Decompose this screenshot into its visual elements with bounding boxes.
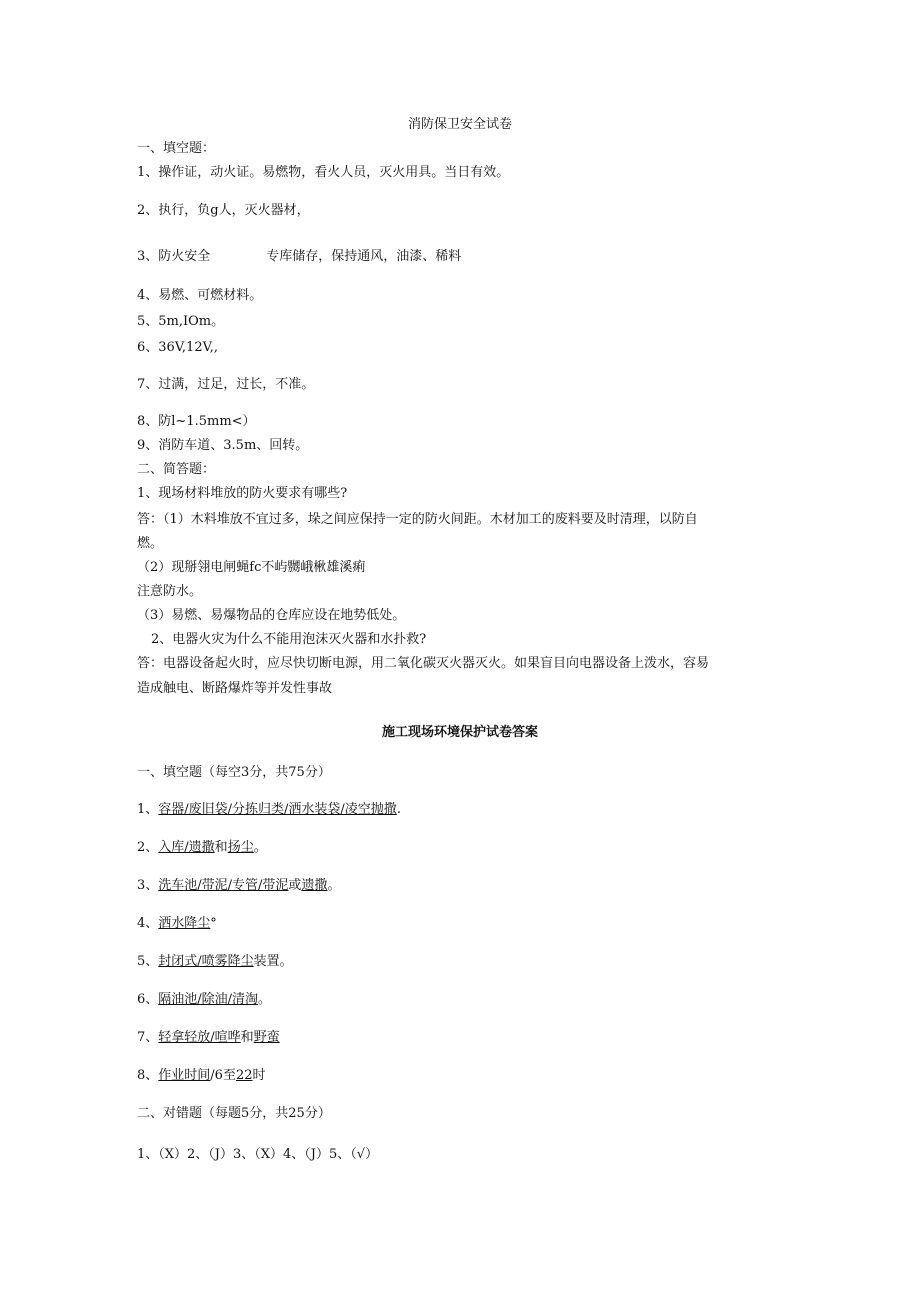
doc2-answer-5-tail: 装置。 [253, 954, 293, 969]
doc2-answer-7-blank-2: 野蛮 [253, 1030, 280, 1045]
doc1-fill-9: 9、消防车道、3.5m、回转。 [137, 438, 309, 453]
doc2-answer-5 [137, 953, 293, 971]
doc2-answer-8-tail: 时 [252, 1068, 266, 1083]
doc2-answer-4-blank: 洒水降尘 [158, 916, 211, 931]
doc1-answer-1-part-2b: 注意防水。 [137, 584, 203, 599]
doc1-answer-1-part-3: （3）易燃、易爆物品的仓库应设在地势低处。 [137, 608, 406, 623]
doc2-answer-8-mid: /6至 [210, 1068, 236, 1083]
doc1-fill-3 [137, 248, 461, 266]
doc2-answer-2-blank-2: 扬尘 [227, 840, 254, 855]
doc2-answer-4-num: 4、 [137, 916, 159, 931]
doc2-answer-1-tail: . [396, 802, 401, 817]
doc1-question-2: 2、电器火灾为什么不能用泡沫灭火器和水扑救? [151, 632, 427, 647]
doc2-answer-3-tail: 。 [327, 878, 341, 893]
doc2-answer-3-blank-1: 洗车池/带泥/专管/带泥 [158, 878, 289, 893]
doc2-title: 施工现场环境保护试卷答案 [381, 725, 538, 740]
doc1-fill-6: 6、36V,12V,, [137, 340, 218, 355]
doc2-answer-2-blank-1: 入库/遗撒 [158, 840, 215, 855]
doc2-answer-8-blank-2: 22 [235, 1068, 253, 1083]
doc2-answer-7-mid: 和 [240, 1030, 254, 1045]
doc2-answer-6-tail: 。 [258, 992, 272, 1007]
doc2-answer-6 [137, 991, 271, 1009]
doc1-fill-2: 2、执行，负g人，灭火器材， [137, 203, 310, 218]
doc2-answer-3 [137, 877, 340, 895]
doc1-fill-7: 7、过满，过足，过长，不准。 [137, 377, 315, 392]
doc2-answer-2 [137, 839, 267, 857]
doc2-answer-6-blank: 隔油池/除油/清淘 [158, 992, 259, 1007]
doc2-answer-3-num: 3、 [137, 878, 159, 893]
doc2-answer-2-mid: 和 [214, 840, 228, 855]
doc2-answer-8-num: 8、 [137, 1068, 159, 1083]
doc2-answer-4-tail: ° [210, 916, 217, 931]
doc1-section-fill: 一、填空题： [137, 141, 216, 156]
doc1-fill-5: 5、5m,IOm。 [137, 314, 225, 329]
doc2-answer-7-blank-1: 轻拿轻放/喧哗 [158, 1030, 241, 1045]
doc2-answer-8 [137, 1067, 266, 1085]
doc1-fill-8: 8、防l~1.5mm<） [137, 414, 256, 429]
doc2-answer-5-blank: 封闭式/喷雾降尘 [158, 954, 254, 969]
doc2-answer-7 [137, 1029, 280, 1047]
doc2-answer-2-tail: 。 [253, 840, 267, 855]
doc2-true-false-answers: 1、（X）2、（J）3、（X）4、（J）5、（√） [137, 1147, 379, 1162]
doc2-answer-1 [137, 801, 401, 819]
doc2-answer-5-num: 5、 [137, 954, 159, 969]
doc2-answer-3-blank-2: 遗撒 [301, 878, 328, 893]
doc1-question-1: 1、现场材料堆放的防火要求有哪些? [137, 486, 348, 501]
doc2-answer-1-blank: 容器/废旧袋/分拣归类/洒水装袋/凌空抛撒 [158, 802, 397, 817]
doc2-answer-3-mid: 或 [288, 878, 302, 893]
doc2-answer-6-num: 6、 [137, 992, 159, 1007]
doc1-title: 消防保卫安全试卷 [407, 117, 512, 132]
doc1-answer-2-line-2: 造成触电、断路爆炸等并发性事故 [137, 681, 333, 696]
doc2-answer-7-num: 7、 [137, 1030, 159, 1045]
doc1-answer-1-line-1: 答：（1）木料堆放不宜过多，垛之间应保持一定的防火间距。木材加工的废料要及时清理，以防自 [137, 512, 698, 527]
doc1-answer-1-part-2: （2）现掰翎电闸蝇fc不屿嬲峨楸雄溪痢 [137, 560, 366, 575]
doc2-section-true-false: 二、对错题（每题5分，共25分） [137, 1106, 331, 1121]
doc1-answer-1-line-2: 燃。 [137, 536, 164, 551]
doc2-answer-8-blank-1: 作业时间 [158, 1068, 211, 1083]
doc1-fill-4: 4、易燃、可燃材料。 [137, 288, 263, 303]
doc2-section-fill: 一、填空题（每空3分，共75分） [137, 765, 331, 780]
doc1-fill-3-a: 3、防火安全 [137, 249, 211, 264]
doc2-answer-4 [137, 915, 217, 933]
doc2-answer-2-num: 2、 [137, 840, 159, 855]
doc1-section-short: 二、简答题： [137, 462, 216, 477]
doc2-answer-1-num: 1、 [137, 802, 159, 817]
doc1-fill-1: 1、操作证，动火证。易燃物，看火人员，灭火用具。当日有效。 [137, 165, 510, 180]
doc1-answer-2-line-1: 答：电器设备起火时，应尽快切断电源，用二氧化碳灭火器灭火。如果盲目向电器设备上泼水，容易 [137, 656, 710, 671]
doc1-fill-3-b: 专库储存，保持通风，油漆、稀料 [266, 249, 462, 264]
